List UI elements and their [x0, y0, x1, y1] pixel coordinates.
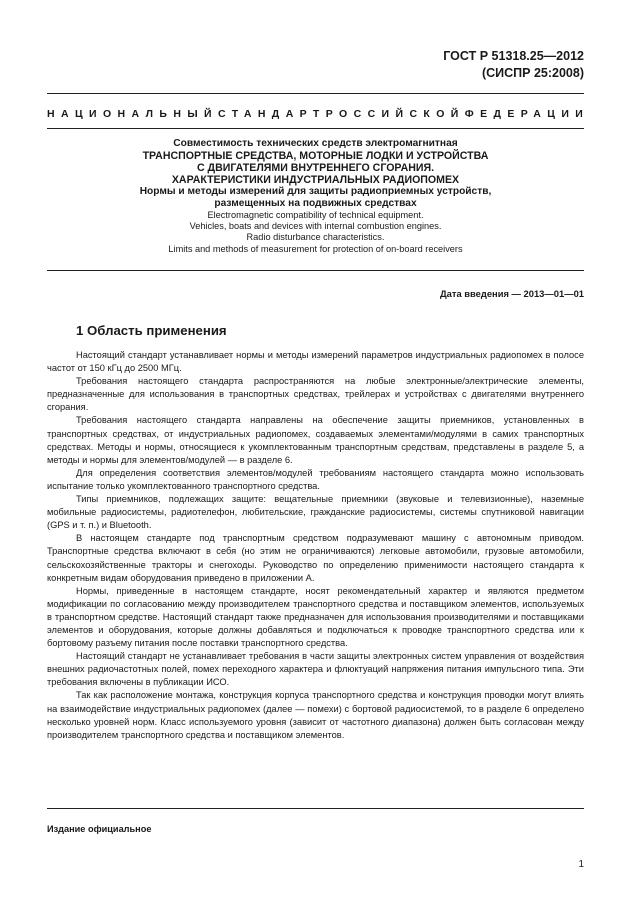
body-paragraph: Так как расположение монтажа, конструкция корпуса транспортного средства и конструкция проводки могут влиять на взаимодействие индустриальных радиопомех (далее — помехи) с бортовой радиосистемой, то в разделе 6 определено несколько уровней норм. Класс используемого уровня (зависит от частотного диапазона) должен быть согласован между производителем транспортного средства и поставщиком элементов.: [47, 690, 584, 740]
section-heading: 1 Область применения: [76, 323, 227, 338]
title-ru-line: Совместимость технических средств электромагнитная: [173, 138, 458, 149]
title-en-line: Electromagnetic compatibility of technical equipment.: [207, 210, 424, 220]
title-ru-line: размещенных на подвижных средствах: [214, 198, 417, 209]
footer-rule: [47, 808, 584, 809]
official-edition-note: Издание официальное: [47, 824, 152, 834]
national-standard-heading: [47, 108, 590, 120]
body-paragraph: В настоящем стандарте под транспортным средством подразумевают машину с автономным приводом. Транспортные средства включают в себя (но этим не ограничиваются) легковые автомобили, грузовые автомобили, сельскохозяйственные тракторы и снегоходы. Руководство по определению применимости настоящего стандарта к конкретным видам оборудования приведено в приложении А.: [47, 533, 584, 583]
cispr-number: (СИСПР 25:2008): [481, 66, 584, 80]
national-standard-word: СТАНДАРТ: [217, 108, 326, 120]
gost-number: ГОСТ Р 51318.25—2012: [443, 49, 584, 63]
body-paragraph: Типы приемников, подлежащих защите: вещательные приемники (звуковые и телевизионные), наземные мобильные радиосистемы, радиотелефон, любительские, гражданские радиосистемы, системы спутниковой навигации (GPS и т. п.) и Bluetooth.: [47, 494, 584, 531]
title-en-line: Vehicles, boats and devices with internal combustion engines.: [189, 221, 442, 232]
national-standard-word: РОССИЙСКОЙ: [325, 108, 465, 120]
body-paragraph: Нормы, приведенные в настоящем стандарте, носят рекомендательный характер и являются предметом модификации по согласованию между производителем транспортного средства и поставщиком элементов, используемых в транспортном средстве. Настоящий стандарт также предназначен для использования производителями и поставщиками элементов и оборудования, которые должны добавляться и подключаться к проводке транспортного средства или к бортовому разъему питания после поставки транспортного средства.: [47, 585, 584, 649]
introduction-date: Дата введения — 2013—01—01: [439, 288, 584, 299]
title-en-line: Limits and methods of measurement for protection of on-board receivers: [168, 243, 463, 254]
header-rule-lower: [47, 128, 584, 129]
title-ru-line: ТРАНСПОРТНЫЕ СРЕДСТВА, МОТОРНЫЕ ЛОДКИ И УСТРОЙСТВА: [142, 150, 489, 162]
body-paragraph: Требования настоящего стандарта направлены на обеспечение защиты приемников, установленных в транспортных средствах, от индустриальных радиопомех, создаваемых элементами/модулями в самих транспортных средствах. Методы и нормы, относящиеся к укомплектованным транспортным средствам, представлены в разделе 5, а методы и нормы для элементов/модулей — в разделе 6.: [47, 415, 584, 465]
body-paragraph: Для определения соответствия элементов/модулей требованиям настоящего стандарта можно использовать испытание только укомплектованного транспортного средства.: [47, 467, 584, 491]
title-rule: [47, 270, 584, 271]
national-standard-word: НАЦИОНАЛЬНЫЙ: [47, 108, 218, 120]
title-ru-line: С ДВИГАТЕЛЯМИ ВНУТРЕННЕГО СГОРАНИЯ.: [196, 162, 435, 174]
header-rule: [47, 93, 584, 94]
standard-title: [47, 138, 584, 255]
document-designation: [443, 48, 584, 82]
national-standard-word: ФЕДЕРАЦИИ: [464, 108, 590, 120]
title-ru-line: Нормы и методы измерений для защиты радиоприемных устройств,: [139, 186, 492, 197]
section-body: [47, 349, 584, 742]
body-paragraph: Требования настоящего стандарта распространяются на любые электронные/электрические элементы, предназначенные для использования в транспортных средствах, трейлерах и устройствах с двигателями внутреннего сгорания.: [47, 376, 584, 413]
body-paragraph: Настоящий стандарт устанавливает нормы и методы измерений параметров индустриальных радиопомех в полосе частот от 150 кГц до 2500 МГц.: [47, 350, 584, 374]
title-ru-line: ХАРАКТЕРИСТИКИ ИНДУСТРИАЛЬНЫХ РАДИОПОМЕХ: [171, 174, 460, 186]
page-number: 1: [578, 859, 584, 870]
title-en-line: Radio disturbance characteristics.: [246, 232, 385, 243]
body-paragraph: Настоящий стандарт не устанавливает требования в части защиты электронных систем управления от воздействия внешних радиочастотных полей, помех переходного характера и флюктуаций напряжения питания импульсного типа. Эти требования включены в публикации ИСО.: [47, 651, 584, 688]
